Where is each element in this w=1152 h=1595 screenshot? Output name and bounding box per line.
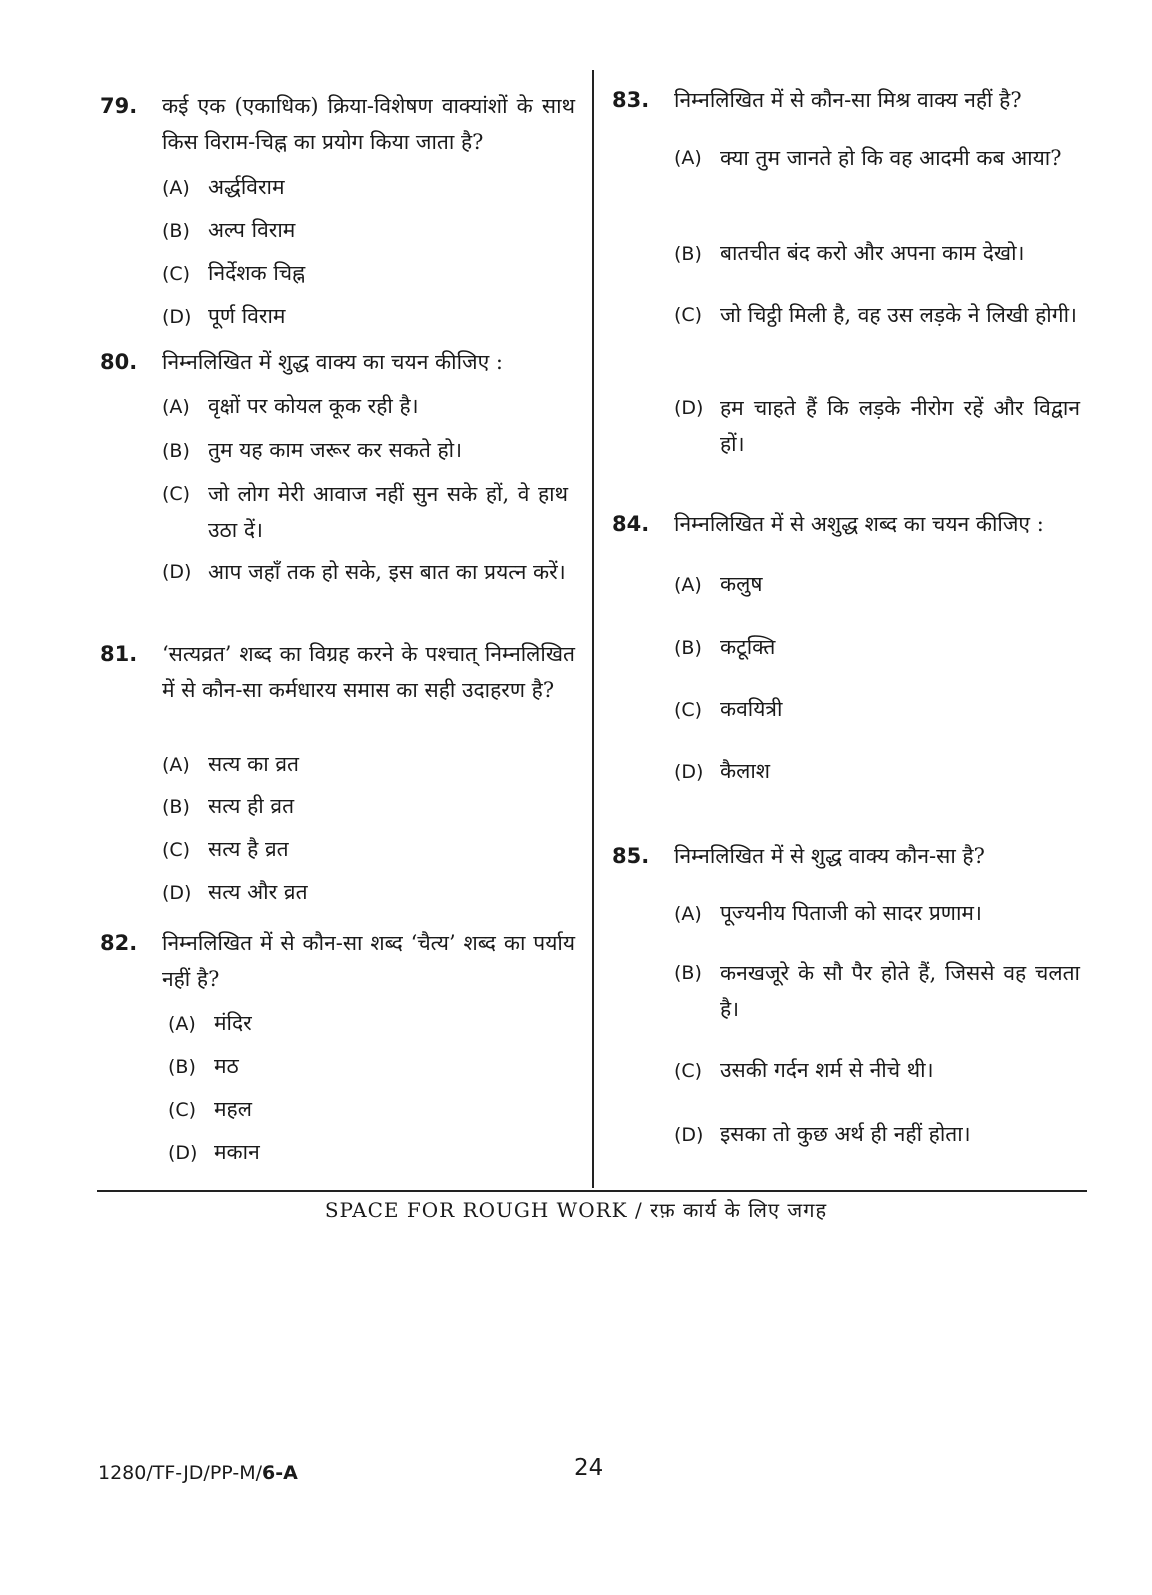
option-label: (D) [162, 306, 192, 328]
option-b [674, 629, 775, 666]
question-text: निम्नलिखित में से अशुद्ध शब्द का चयन कीजिए : [674, 512, 1044, 536]
rough-work-label: SPACE FOR ROUGH WORK / रफ़ कार्य के लिए जगह [324, 1198, 828, 1222]
option-a [168, 1005, 252, 1042]
footer-divider [97, 1190, 1087, 1192]
option-b [162, 788, 294, 825]
question-text: निम्नलिखित में शुद्ध वाक्य का चयन कीजिए : [162, 350, 503, 374]
question-79 [100, 88, 575, 328]
option-text: मठ [214, 1054, 239, 1078]
question-81 [100, 636, 575, 904]
option-c [162, 831, 289, 868]
option-text: अर्द्धविराम [208, 175, 285, 199]
question-text: कई एक (एकाधिक) क्रिया-विशेषण वाक्यांशों के साथ किस विराम-चिह्न का प्रयोग किया जाता है? [162, 94, 575, 154]
option-text: उसकी गर्दन शर्म से नीचे थी। [720, 1058, 934, 1082]
option-d [674, 753, 770, 790]
option-b [168, 1048, 239, 1085]
option-label: (C) [162, 483, 191, 505]
question-number: 85. [612, 844, 650, 868]
option-d [162, 874, 308, 911]
option-c [162, 476, 568, 548]
option-text: वृक्षों पर कोयल कूक रही है। [208, 394, 419, 418]
option-text: मंदिर [214, 1011, 252, 1035]
option-label: (A) [674, 903, 702, 925]
option-a [674, 566, 763, 603]
option-label: (B) [162, 796, 190, 818]
question-number: 84. [612, 512, 650, 536]
option-text: निर्देशक चिह्न [208, 261, 306, 285]
question-number: 80. [100, 350, 138, 374]
question-83 [612, 82, 1092, 456]
option-label: (A) [168, 1013, 196, 1035]
option-d [162, 298, 286, 335]
option-text: कनखजूरे के सौ पैर होते हैं, जिससे वह चलता है। [720, 961, 1080, 1021]
question-text: ‘सत्यव्रत’ शब्द का विग्रह करने के पश्चात् निम्नलिखित में से कौन-सा कर्मधारय समास का सही उदाहरण है? [162, 642, 575, 702]
option-label: (D) [168, 1142, 198, 1164]
option-label: (D) [674, 397, 704, 419]
question-number: 81. [100, 642, 138, 666]
option-label: (B) [162, 220, 190, 242]
option-label: (D) [674, 1124, 704, 1146]
option-text: कवयित्री [720, 697, 783, 721]
option-b [162, 212, 295, 249]
option-label: (A) [162, 396, 190, 418]
question-text: निम्नलिखित में से कौन-सा शब्द ‘चैत्य’ शब्द का पर्याय नहीं है? [162, 931, 575, 991]
option-c [674, 691, 782, 728]
question-85 [612, 838, 1092, 1146]
option-d [168, 1134, 260, 1171]
option-text: बातचीत बंद करो और अपना काम देखो। [720, 241, 1025, 265]
paper-code-prefix: 1280/TF-JD/PP-M/ [98, 1462, 262, 1484]
option-c [674, 1052, 934, 1089]
option-text: इसका तो कुछ अर्थ ही नहीं होता। [720, 1122, 971, 1146]
option-label: (A) [674, 574, 702, 596]
option-label: (B) [674, 243, 702, 265]
option-text: कलुष [720, 572, 763, 596]
question-number: 82. [100, 931, 138, 955]
option-a [162, 746, 299, 783]
paper-code [98, 1462, 298, 1484]
option-c [162, 255, 305, 292]
option-d [162, 554, 568, 590]
option-a [162, 388, 419, 425]
option-a [674, 140, 1080, 176]
option-text: सत्य और व्रत [208, 880, 308, 904]
option-label: (B) [674, 962, 702, 984]
option-text: अल्प विराम [208, 218, 296, 242]
option-label: (A) [674, 147, 702, 169]
option-label: (D) [674, 761, 704, 783]
option-b [674, 955, 1080, 1027]
option-text: कटूक्ति [720, 635, 776, 659]
option-label: (A) [162, 754, 190, 776]
option-label: (C) [674, 699, 703, 721]
option-label: (D) [162, 561, 192, 583]
option-b [674, 235, 1024, 272]
option-text: कैलाश [720, 759, 771, 783]
option-text: सत्य है व्रत [208, 837, 289, 861]
option-label: (C) [168, 1099, 197, 1121]
option-b [162, 432, 462, 469]
option-label: (C) [674, 1060, 703, 1082]
option-label: (A) [162, 177, 190, 199]
option-label: (C) [674, 304, 703, 326]
option-label: (C) [162, 263, 191, 285]
option-text: जो लोग मेरी आवाज नहीं सुन सके हों, वे हाथ उठा दें। [208, 482, 568, 542]
option-text: तुम यह काम जरूर कर सकते हो। [208, 438, 463, 462]
option-text: पूर्ण विराम [208, 304, 286, 328]
option-a [162, 169, 285, 206]
option-text: मकान [214, 1140, 260, 1164]
option-c [168, 1091, 252, 1128]
option-text: आप जहाँ तक हो सके, इस बात का प्रयत्न करें। [208, 560, 566, 584]
question-number: 79. [100, 94, 138, 118]
question-84 [612, 506, 1092, 783]
option-c [674, 297, 1080, 333]
option-text: सत्य का व्रत [208, 752, 300, 776]
option-text: पूज्यनीय पिताजी को सादर प्रणाम। [720, 901, 982, 925]
option-a [674, 895, 982, 932]
question-number: 83. [612, 88, 650, 112]
option-text: क्या तुम जानते हो कि वह आदमी कब आया? [720, 146, 1062, 170]
option-label: (B) [674, 637, 702, 659]
question-82 [100, 925, 575, 1164]
column-divider [592, 70, 594, 1188]
option-text: हम चाहते हैं कि लड़के नीरोग रहें और विद्वान हों। [720, 396, 1080, 456]
question-80 [100, 344, 575, 584]
option-label: (B) [162, 440, 190, 462]
option-label: (D) [162, 882, 192, 904]
question-text: निम्नलिखित में से शुद्ध वाक्य कौन-सा है? [674, 844, 985, 868]
option-label: (B) [168, 1056, 196, 1078]
page-number: 24 [574, 1455, 604, 1481]
option-d [674, 1116, 971, 1153]
option-text: जो चिट्ठी मिली है, वह उस लड़के ने लिखी होगी। [720, 303, 1077, 327]
question-text: निम्नलिखित में से कौन-सा मिश्र वाक्य नहीं है? [674, 88, 1022, 112]
option-d [674, 390, 1080, 462]
paper-code-set: 6-A [262, 1462, 298, 1484]
option-label: (C) [162, 839, 191, 861]
option-text: सत्य ही व्रत [208, 794, 295, 818]
option-text: महल [214, 1097, 252, 1121]
